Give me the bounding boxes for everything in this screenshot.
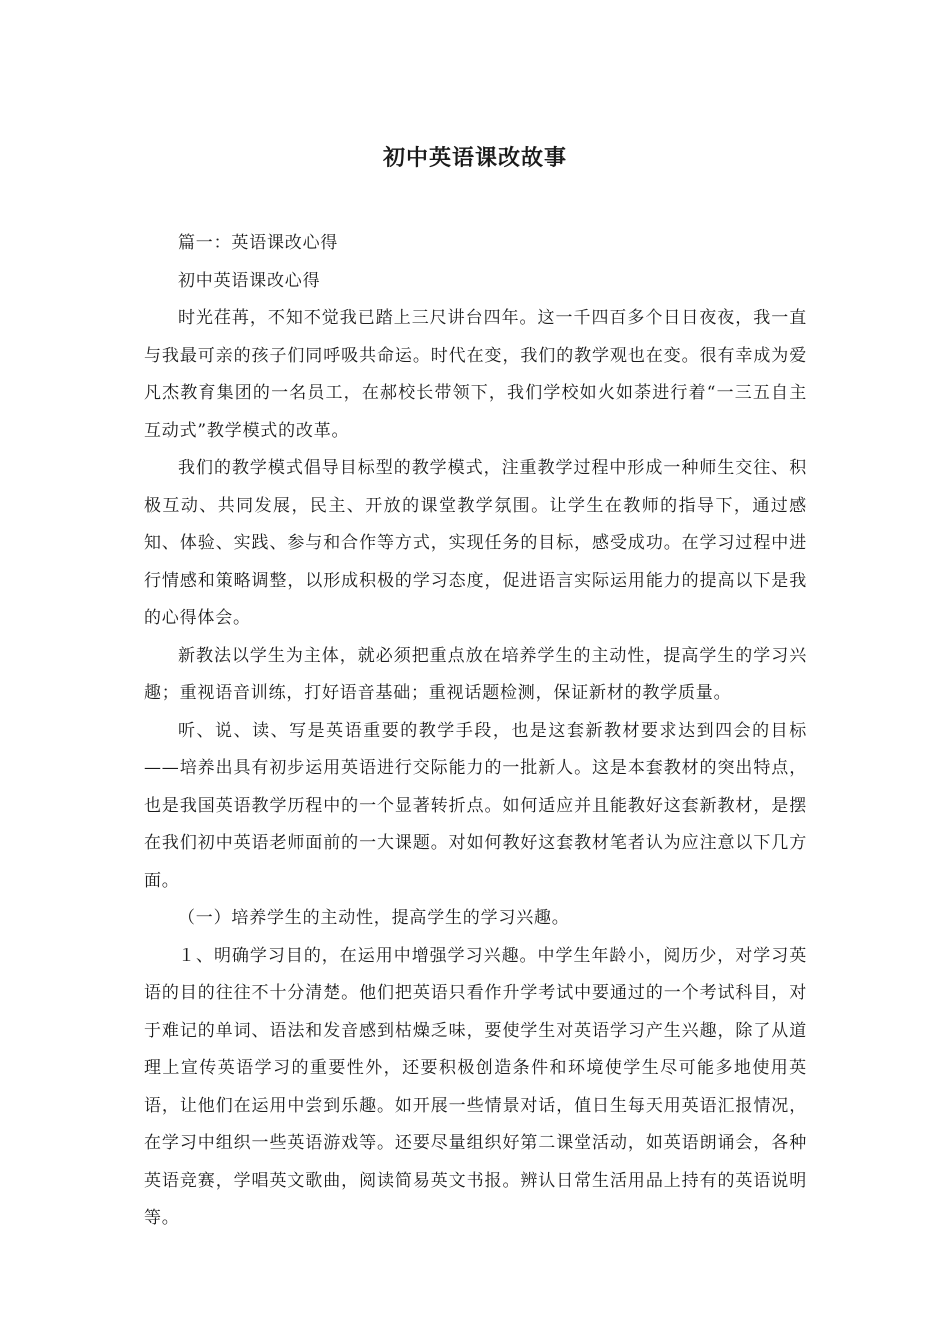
body-paragraph: 新教法以学生为主体，就必须把重点放在培养学生的主动性，提高学生的学习兴趣；重视语音训练，打好语音基础；重视话题检测，保证新材的教学质量。 [144,645,807,703]
subsection-heading: （一）培养学生的主动性，提高学生的学习兴趣。 [178,908,570,928]
body-paragraph: 我们的教学模式倡导目标型的教学模式，注重教学过程中形成一种师生交往、积极互动、共同发展，民主、开放的课堂教学氛围。让学生在教师的指导下，通过感知、体验、实践、参与和合作等方式，实现任务的目标，感受成功。在学习过程中进行情感和策略调整，以形成积极的学习态度，促进语言实际运用能力的提高以下是我的心得体会。 [144,458,807,628]
body-paragraph: 时光荏苒，不知不觉我已踏上三尺讲台四年。这一千四百多个日日夜夜，我一直与我最可亲的孩子们同呼吸共命运。时代在变，我们的教学观也在变。很有幸成为爱凡杰教育集团的一名员工，在郝校长带领下，我们学校如火如荼进行着“一三五自主互动式”教学模式的改革。 [144,308,807,441]
document-title: 初中英语课改故事 [382,146,567,171]
body-paragraph: １、明确学习目的，在运用中增强学习兴趣。中学生年龄小，阅历少，对学习英语的目的往往不十分清楚。他们把英语只看作升学考试中要通过的一个考试科目，对于难记的单词、语法和发音感到枯燥乏味，要使学生对英语学习产生兴趣，除了从道理上宣传英语学习的重要性外，还要积极创造条件和环境使学生尽可能多地使用英语，让他们在运用中尝到乐趣。如开展一些情景对话，值日生每天用英语汇报情况，在学习中组织一些英语游戏等。还要尽量组织好第二课堂活动，如英语朗诵会，各种英语竞赛，学唱英文歌曲，阅读简易英文书报。辨认日常生活用品上持有的英语说明等。 [144,945,807,1228]
body-paragraph: 听、说、读、写是英语重要的教学手段，也是这套新教材要求达到四会的目标——培养出具有初步运用英语进行交际能力的一批新人。这是本套教材的突出特点，也是我国英语教学历程中的一个显著转折点。如何适应并且能教好这套新教材，是摆在我们初中英语老师面前的一大课题。对如何教好这套教材笔者认为应注意以下几方面。 [144,720,807,891]
article-heading: 初中英语课改心得 [178,270,321,291]
section-heading: 篇一：英语课改心得 [178,233,339,253]
document-body [144,225,807,1238]
